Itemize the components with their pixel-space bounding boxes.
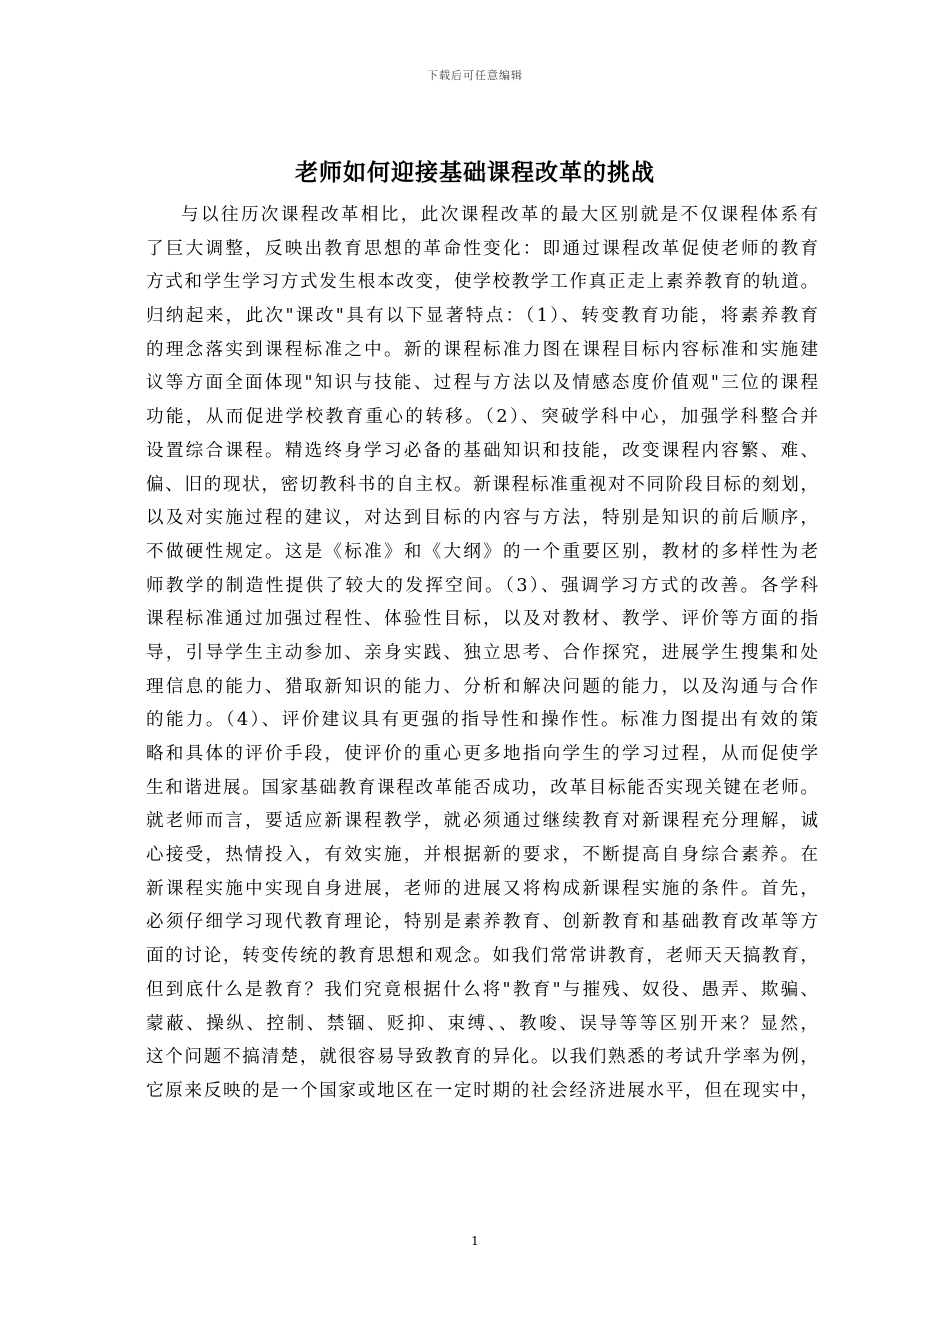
text-line: 面的讨论，转变传统的教育思想和观念。如我们常常讲教育，老师天天搞教育， xyxy=(146,946,818,967)
text-line: 归纳起来，此次"课改"具有以下显著特点：（1）、转变教育功能，将素养教育 xyxy=(146,306,818,327)
text-line: 了巨大调整，反映出教育思想的革命性变化：即通过课程改革促使老师的教育 xyxy=(146,238,818,259)
text-line: 功能，从而促进学校教育重心的转移。（2）、突破学科中心，加强学科整合并 xyxy=(146,407,818,428)
text-line: 偏、旧的现状，密切教科书的自主权。新课程标准重视对不同阶段目标的刻划， xyxy=(146,474,818,495)
document-title: 老师如何迎接基础课程改革的挑战 xyxy=(295,159,655,186)
text-line: 设置综合课程。精选终身学习必备的基础知识和技能，改变课程内容繁、难、 xyxy=(146,440,818,461)
text-line: 的理念落实到课程标准之中。新的课程标准力图在课程目标内容标准和实施建 xyxy=(146,339,818,360)
text-line: 必须仔细学习现代教育理论，特别是素养教育、创新教育和基础教育改革等方 xyxy=(146,912,818,933)
text-line: 略和具体的评价手段，使评价的重心更多地指向学生的学习过程，从而促使学 xyxy=(146,744,818,764)
text-line: 课程标准通过加强过程性、体验性目标，以及对教材、教学、评价等方面的指 xyxy=(146,609,818,630)
page-number: 1 xyxy=(471,1234,479,1248)
text-line: 不做硬性规定。这是《标准》和《大纲》的一个重要区别，教材的多样性为老 xyxy=(146,541,818,562)
text-line: 就老师而言，要适应新课程教学，就必须通过继续教育对新课程充分理解，诚 xyxy=(146,811,818,832)
text-line: 新课程实施中实现自身进展，老师的进展又将构成新课程实施的条件。首先， xyxy=(146,878,818,899)
text-line: 方式和学生学习方式发生根本改变，使学校教学工作真正走上素养教育的轨道。 xyxy=(146,272,818,293)
text-line: 理信息的能力、猎取新知识的能力、分析和解决问题的能力，以及沟通与合作 xyxy=(146,676,818,697)
page-header: 下载后可任意编辑 xyxy=(427,69,523,82)
text-line: 这个问题不搞清楚，就很容易导致教育的异化。以我们熟悉的考试升学率为例， xyxy=(146,1047,818,1068)
text-line: 与以往历次课程改革相比，此次课程改革的最大区别就是不仅课程体系有 xyxy=(181,205,818,225)
body-text xyxy=(146,199,818,1109)
text-line: 的能力。（4）、评价建议具有更强的指导性和操作性。标准力图提出有效的策 xyxy=(146,710,818,731)
text-line: 但到底什么是教育？我们究竟根据什么将"教育"与摧残、奴役、愚弄、欺骗、 xyxy=(146,979,818,1000)
text-line: 导，引导学生主动参加、亲身实践、独立思考、合作探究，进展学生搜集和处 xyxy=(146,642,818,663)
text-line: 蒙蔽、操纵、控制、禁锢、贬抑、束缚、、教唆、误导等等区别开来？显然， xyxy=(146,1013,818,1034)
text-line: 议等方面全面体现"知识与技能、过程与方法以及情感态度价值观"三位的课程 xyxy=(146,373,818,394)
text-line: 它原来反映的是一个国家或地区在一定时期的社会经济进展水平，但在现实中， xyxy=(146,1080,818,1101)
text-line: 以及对实施过程的建议，对达到目标的内容与方法，特别是知识的前后顺序， xyxy=(146,508,818,529)
text-line: 生和谐进展。国家基础教育课程改革能否成功，改革目标能否实现关键在老师。 xyxy=(146,777,818,798)
text-line: 师教学的制造性提供了较大的发挥空间。（3）、强调学习方式的改善。各学科 xyxy=(146,575,818,596)
text-line: 心接受，热情投入，有效实施，并根据新的要求，不断提高自身综合素养。在 xyxy=(146,845,818,866)
